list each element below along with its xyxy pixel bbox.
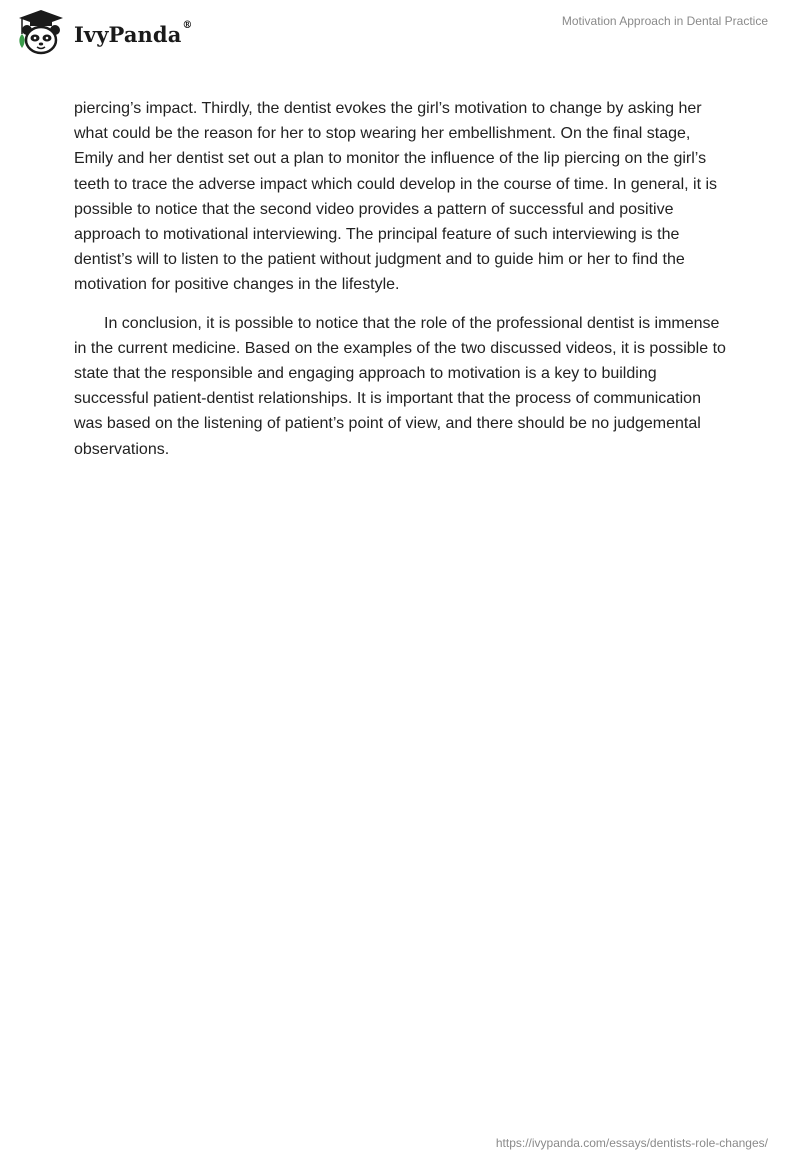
document-title: Motivation Approach in Dental Practice — [561, 14, 768, 28]
footer-url-link[interactable]: https://ivypanda.com/essays/dentists-role-changes/ — [495, 1136, 768, 1150]
brand-name: IvyPanda® — [74, 19, 193, 47]
essay-body — [74, 96, 726, 475]
panda-graduate-logo-icon — [16, 8, 66, 58]
paragraph-conclusion: In conclusion, it is possible to notice that the role of the professional dentist is immense in the current medicine. Based on the examples of the two discussed videos, it is possible to state that the responsible and engaging approach to motivation is a key to building successful patient-dentist relationships. It is important that the process of communication was based on the listening of patient’s point of view, and there should be no judgemental observations. — [74, 314, 726, 458]
registered-mark: ® — [182, 19, 193, 31]
page-header — [0, 0, 800, 64]
paragraph-continuation: piercing’s impact. Thirdly, the dentist evokes the girl’s motivation to change by asking her what could be the reason for her to stop wearing her embellishment. On the final stage, Emily and her dentist set out a plan to monitor the influence of the lip piercing on the girl’s teeth to trace the adverse impact which could develop in the course of time. In general, it is possible to notice that the second video provides a pattern of successful and positive approach to motivational interviewing. The principal feature of such interviewing is the dentist’s will to listen to the patient without judgment and to guide him or her to find the motivation for positive changes in the lifestyle. — [74, 100, 718, 294]
ivypanda-logo[interactable] — [16, 8, 193, 58]
